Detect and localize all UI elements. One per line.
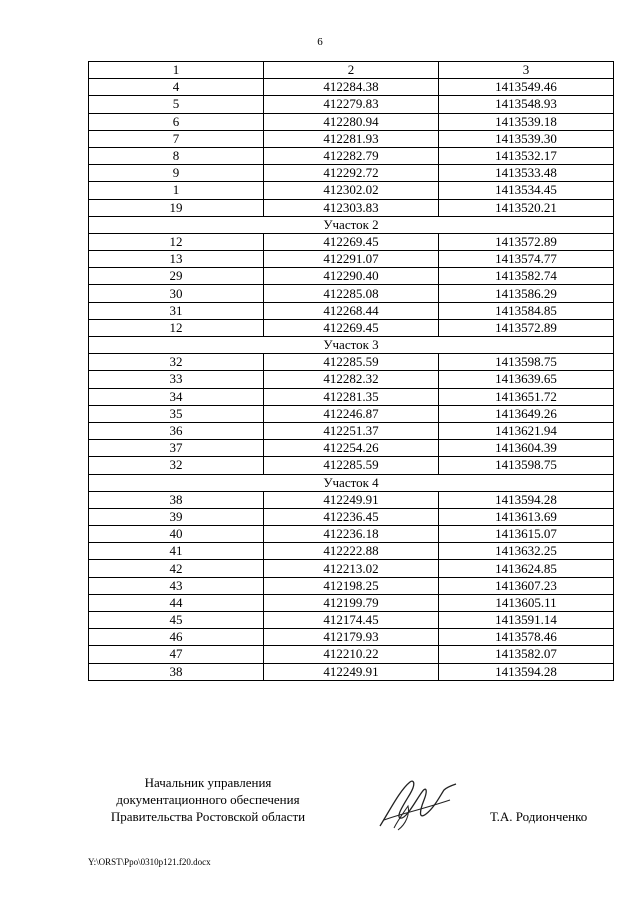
point-number-cell: 34 (89, 388, 264, 405)
table-header-row (89, 62, 614, 79)
point-number-cell: 9 (89, 165, 264, 182)
section-cell-empty (439, 216, 614, 233)
x-coordinate-cell: 412213.02 (264, 560, 439, 577)
table-row (89, 268, 614, 285)
x-coordinate-cell: 412280.94 (264, 113, 439, 130)
section-cell-empty (89, 216, 264, 233)
y-coordinate-cell: 1413534.45 (439, 182, 614, 199)
table-row (89, 388, 614, 405)
point-number-cell: 31 (89, 302, 264, 319)
point-number-cell: 33 (89, 371, 264, 388)
x-coordinate-cell: 412198.25 (264, 577, 439, 594)
x-coordinate-cell: 412285.59 (264, 457, 439, 474)
x-coordinate-cell: 412292.72 (264, 165, 439, 182)
table-row (89, 251, 614, 268)
point-number-cell: 1 (89, 182, 264, 199)
point-number-cell: 32 (89, 354, 264, 371)
y-coordinate-cell: 1413639.65 (439, 371, 614, 388)
x-coordinate-cell: 412290.40 (264, 268, 439, 285)
y-coordinate-cell: 1413586.29 (439, 285, 614, 302)
table-row (89, 594, 614, 611)
section-label: Участок 2 (264, 216, 439, 233)
x-coordinate-cell: 412236.18 (264, 526, 439, 543)
x-coordinate-cell: 412303.83 (264, 199, 439, 216)
position-line-3: Правительства Ростовской области (110, 809, 306, 824)
section-cell-empty (89, 337, 264, 354)
x-coordinate-cell: 412284.38 (264, 79, 439, 96)
table-row (89, 199, 614, 216)
y-coordinate-cell: 1413520.21 (439, 199, 614, 216)
table-row (89, 405, 614, 422)
header-cell-y: 3 (439, 62, 614, 79)
x-coordinate-cell: 412282.79 (264, 147, 439, 164)
signature-position-block (88, 774, 328, 825)
y-coordinate-cell: 1413632.25 (439, 543, 614, 560)
table-row (89, 646, 614, 663)
point-number-cell: 45 (89, 612, 264, 629)
point-number-cell: 4 (89, 79, 264, 96)
y-coordinate-cell: 1413532.17 (439, 147, 614, 164)
x-coordinate-cell: 412179.93 (264, 629, 439, 646)
y-coordinate-cell: 1413533.48 (439, 165, 614, 182)
x-coordinate-cell: 412174.45 (264, 612, 439, 629)
point-number-cell: 6 (89, 113, 264, 130)
header-cell-point: 1 (89, 62, 264, 79)
table-row (89, 491, 614, 508)
table-row (89, 440, 614, 457)
x-coordinate-cell: 412254.26 (264, 440, 439, 457)
table-row (89, 526, 614, 543)
table-row (89, 96, 614, 113)
table-row (89, 354, 614, 371)
x-coordinate-cell: 412282.32 (264, 371, 439, 388)
y-coordinate-cell: 1413539.18 (439, 113, 614, 130)
table-row (89, 577, 614, 594)
section-cell-empty (89, 474, 264, 491)
y-coordinate-cell: 1413582.74 (439, 268, 614, 285)
table-row (89, 663, 614, 680)
x-coordinate-cell: 412251.37 (264, 422, 439, 439)
point-number-cell: 37 (89, 440, 264, 457)
point-number-cell: 44 (89, 594, 264, 611)
table-row (89, 457, 614, 474)
position-line-1: Начальник управления (144, 775, 272, 790)
section-row (89, 474, 614, 491)
y-coordinate-cell: 1413578.46 (439, 629, 614, 646)
section-row (89, 337, 614, 354)
position-line-2: документационного обеспечения (116, 792, 300, 807)
point-number-cell: 38 (89, 491, 264, 508)
y-coordinate-cell: 1413574.77 (439, 251, 614, 268)
x-coordinate-cell: 412236.45 (264, 508, 439, 525)
y-coordinate-cell: 1413615.07 (439, 526, 614, 543)
x-coordinate-cell: 412210.22 (264, 646, 439, 663)
x-coordinate-cell: 412285.59 (264, 354, 439, 371)
y-coordinate-cell: 1413548.93 (439, 96, 614, 113)
table-row (89, 629, 614, 646)
section-label: Участок 4 (264, 474, 439, 491)
point-number-cell: 46 (89, 629, 264, 646)
y-coordinate-cell: 1413607.23 (439, 577, 614, 594)
y-coordinate-cell: 1413604.39 (439, 440, 614, 457)
header-cell-x: 2 (264, 62, 439, 79)
table-row (89, 79, 614, 96)
table-row (89, 285, 614, 302)
signatory-name: Т.А. Родионченко (490, 809, 588, 824)
table-row (89, 543, 614, 560)
point-number-cell: 40 (89, 526, 264, 543)
table-row (89, 508, 614, 525)
point-number-cell: 41 (89, 543, 264, 560)
x-coordinate-cell: 412279.83 (264, 96, 439, 113)
y-coordinate-cell: 1413584.85 (439, 302, 614, 319)
y-coordinate-cell: 1413605.11 (439, 594, 614, 611)
x-coordinate-cell: 412285.08 (264, 285, 439, 302)
page-number: 6 (317, 36, 323, 48)
point-number-cell: 39 (89, 508, 264, 525)
section-cell-empty (439, 474, 614, 491)
x-coordinate-cell: 412249.91 (264, 491, 439, 508)
point-number-cell: 32 (89, 457, 264, 474)
x-coordinate-cell: 412199.79 (264, 594, 439, 611)
point-number-cell: 5 (89, 96, 264, 113)
point-number-cell: 12 (89, 233, 264, 250)
x-coordinate-cell: 412269.45 (264, 319, 439, 336)
table-row (89, 319, 614, 336)
point-number-cell: 43 (89, 577, 264, 594)
y-coordinate-cell: 1413624.85 (439, 560, 614, 577)
y-coordinate-cell: 1413598.75 (439, 457, 614, 474)
x-coordinate-cell: 412249.91 (264, 663, 439, 680)
y-coordinate-cell: 1413594.28 (439, 491, 614, 508)
x-coordinate-cell: 412302.02 (264, 182, 439, 199)
point-number-cell: 19 (89, 199, 264, 216)
section-cell-empty (439, 337, 614, 354)
point-number-cell: 35 (89, 405, 264, 422)
y-coordinate-cell: 1413649.26 (439, 405, 614, 422)
y-coordinate-cell: 1413582.07 (439, 646, 614, 663)
x-coordinate-cell: 412281.93 (264, 130, 439, 147)
table-row (89, 612, 614, 629)
coordinates-table (88, 61, 614, 681)
table-row (89, 560, 614, 577)
y-coordinate-cell: 1413572.89 (439, 233, 614, 250)
point-number-cell: 36 (89, 422, 264, 439)
point-number-cell: 7 (89, 130, 264, 147)
y-coordinate-cell: 1413651.72 (439, 388, 614, 405)
table-row (89, 113, 614, 130)
x-coordinate-cell: 412222.88 (264, 543, 439, 560)
table-row (89, 422, 614, 439)
x-coordinate-cell: 412268.44 (264, 302, 439, 319)
y-coordinate-cell: 1413594.28 (439, 663, 614, 680)
x-coordinate-cell: 412291.07 (264, 251, 439, 268)
point-number-cell: 42 (89, 560, 264, 577)
table-row (89, 302, 614, 319)
x-coordinate-cell: 412281.35 (264, 388, 439, 405)
y-coordinate-cell: 1413549.46 (439, 79, 614, 96)
section-row (89, 216, 614, 233)
point-number-cell: 29 (89, 268, 264, 285)
y-coordinate-cell: 1413613.69 (439, 508, 614, 525)
y-coordinate-cell: 1413539.30 (439, 130, 614, 147)
point-number-cell: 47 (89, 646, 264, 663)
y-coordinate-cell: 1413598.75 (439, 354, 614, 371)
x-coordinate-cell: 412269.45 (264, 233, 439, 250)
section-label: Участок 3 (264, 337, 439, 354)
file-path: Y:\ORST\Ppo\0310p121.f20.docx (88, 857, 211, 867)
point-number-cell: 12 (89, 319, 264, 336)
table-row (89, 147, 614, 164)
y-coordinate-cell: 1413591.14 (439, 612, 614, 629)
point-number-cell: 13 (89, 251, 264, 268)
table-row (89, 182, 614, 199)
handwritten-signature (370, 770, 460, 836)
point-number-cell: 38 (89, 663, 264, 680)
table-row (89, 130, 614, 147)
table-row (89, 233, 614, 250)
table-row (89, 165, 614, 182)
table-row (89, 371, 614, 388)
point-number-cell: 30 (89, 285, 264, 302)
point-number-cell: 8 (89, 147, 264, 164)
y-coordinate-cell: 1413621.94 (439, 422, 614, 439)
x-coordinate-cell: 412246.87 (264, 405, 439, 422)
y-coordinate-cell: 1413572.89 (439, 319, 614, 336)
